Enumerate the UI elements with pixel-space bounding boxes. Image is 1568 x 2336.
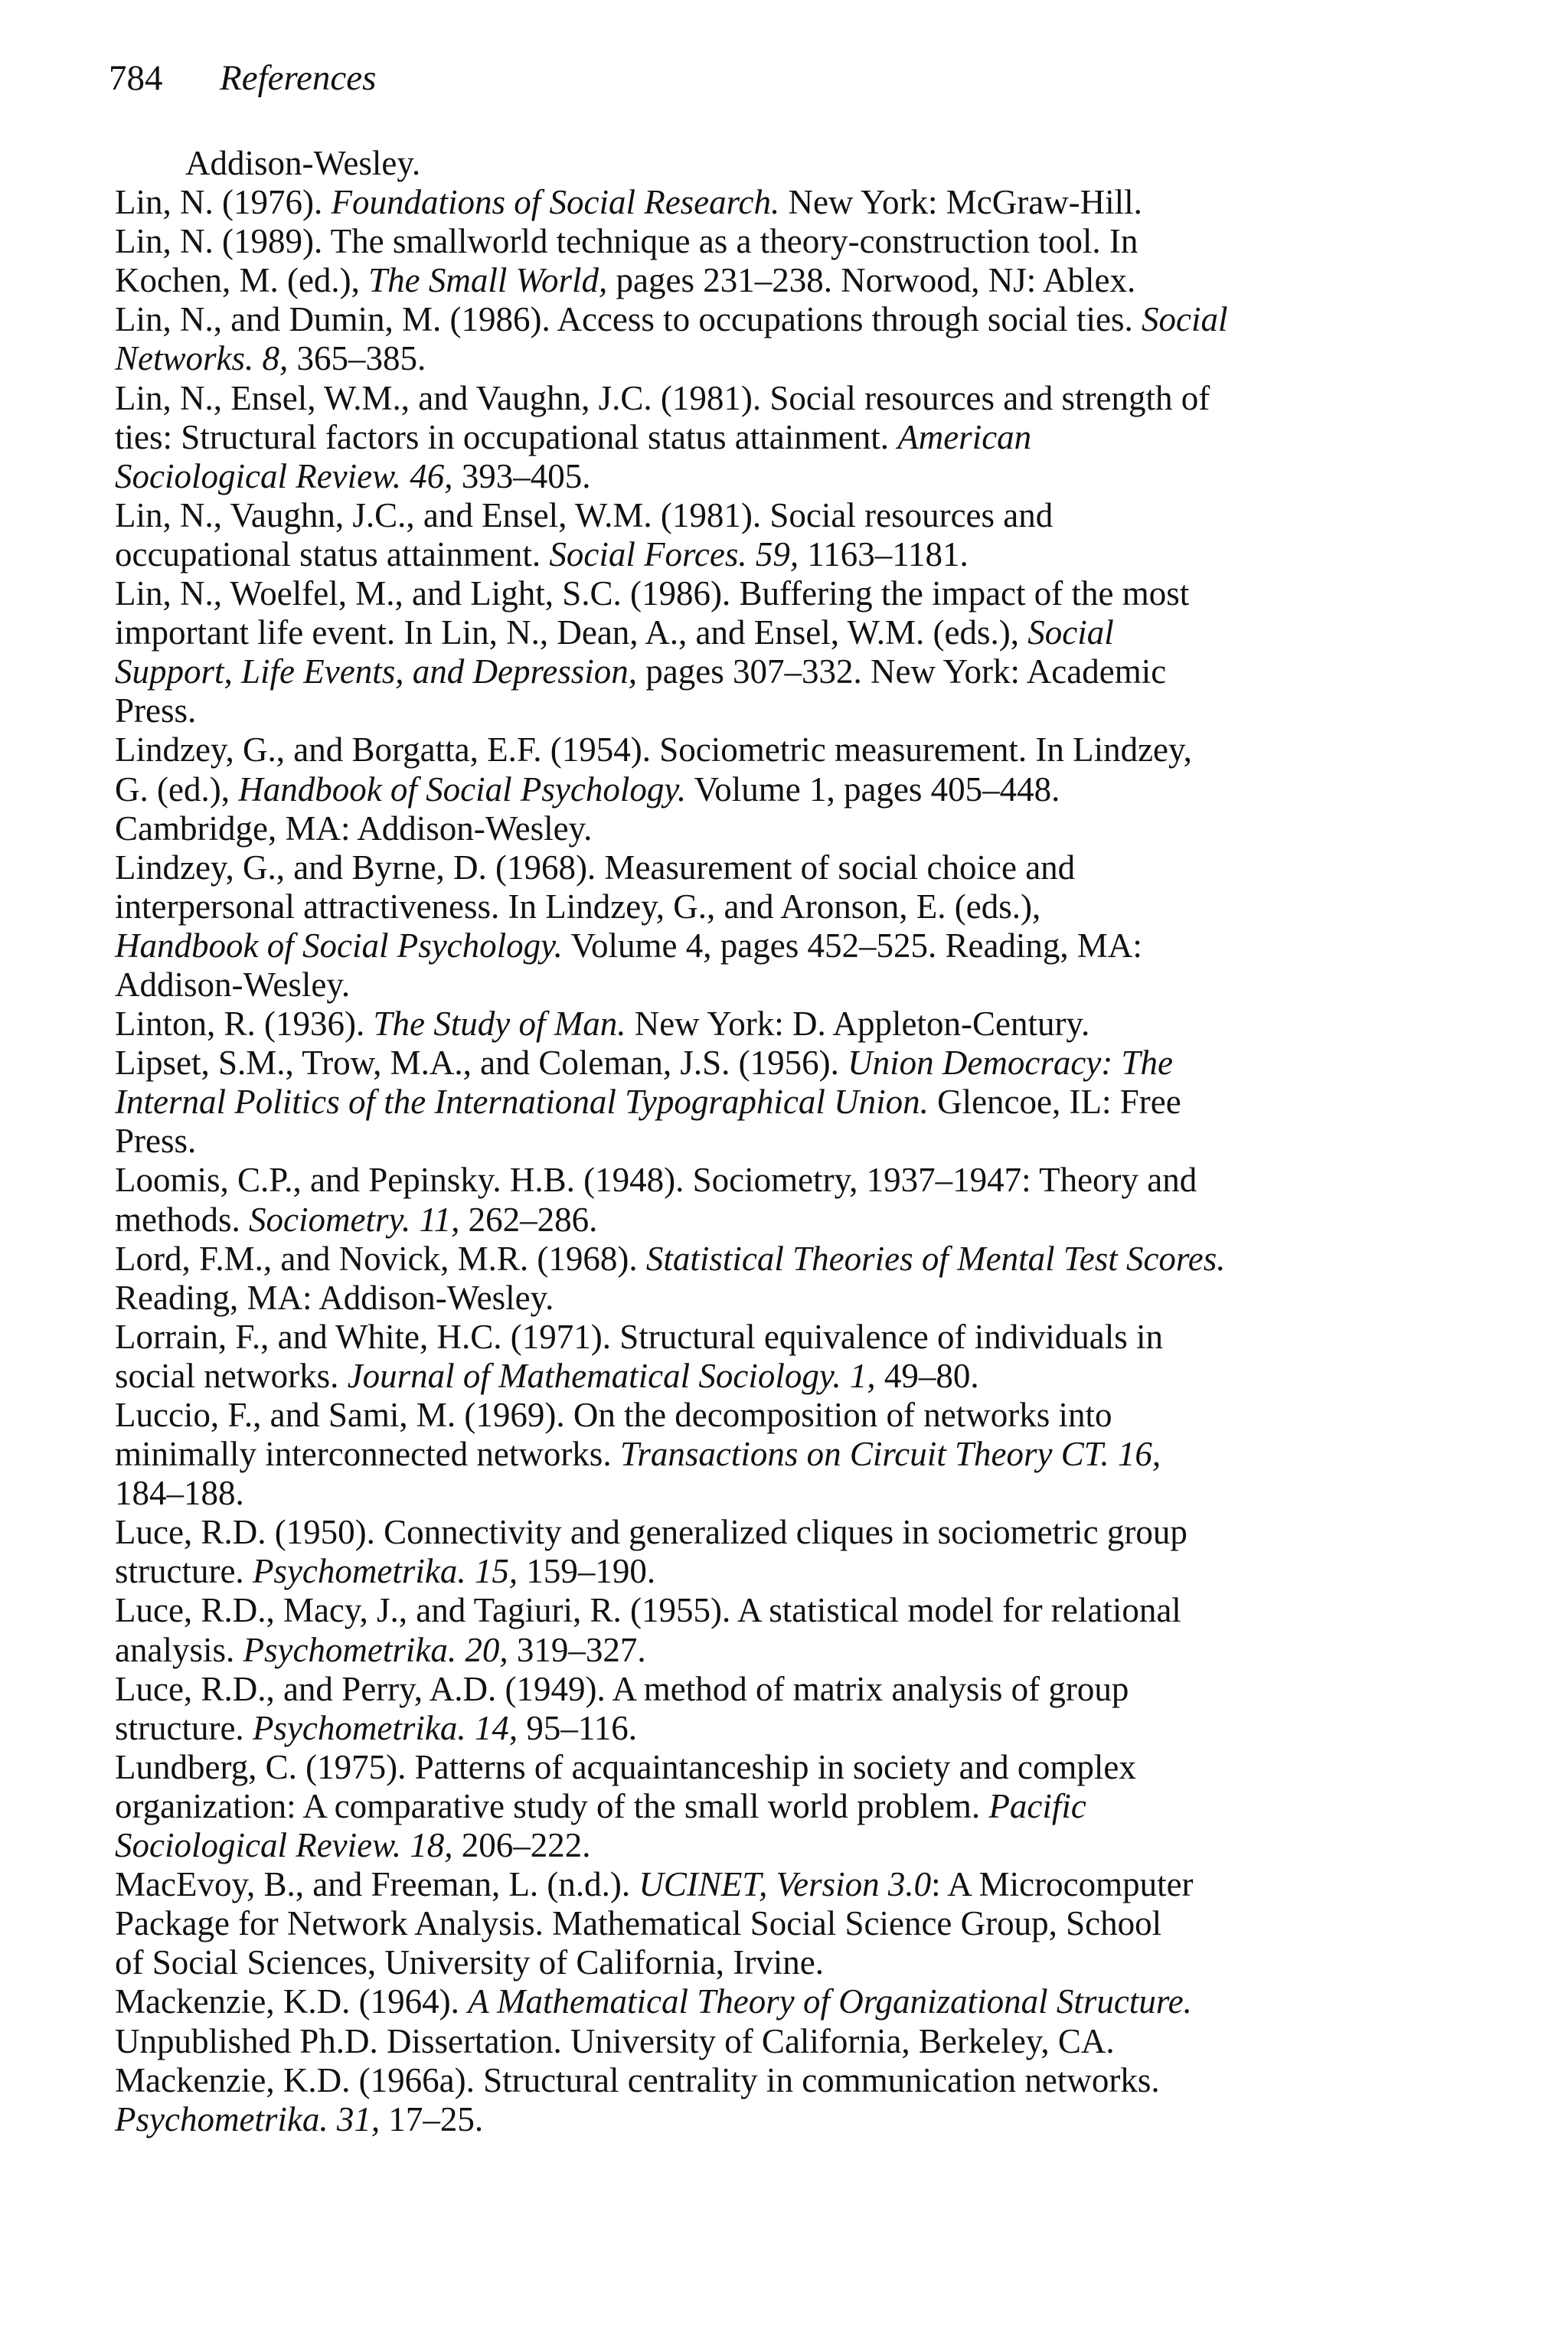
reference-text: occupational status attainment. <box>115 534 550 573</box>
reference-entry <box>115 300 1370 378</box>
reference-text: Volume 4, pages 452–525. Reading, MA: <box>562 926 1142 965</box>
reference-line <box>115 652 1370 691</box>
reference-text: Press. <box>115 691 197 730</box>
reference-italic-text: Union Democracy: The <box>848 1044 1174 1083</box>
reference-entry <box>115 1318 1370 1396</box>
reference-text: Reading, MA: Addison-Wesley. <box>115 1278 554 1317</box>
reference-text: Mackenzie, K.D. (1964). <box>115 1982 469 2021</box>
reference-line <box>115 1317 1370 1357</box>
reference-italic-text: Psychometrika. 31, <box>115 2099 381 2138</box>
reference-entry <box>115 2061 1370 2139</box>
reference-line <box>115 965 1370 1005</box>
reference-text: Unpublished Ph.D. Dissertation. University of California, Berkeley, CA. <box>115 2021 1115 2060</box>
reference-line <box>115 1708 1370 1748</box>
reference-text: 319–327. <box>508 1630 646 1669</box>
reference-entry <box>115 1670 1370 1748</box>
reference-italic-text: Sociological Review. 46, <box>115 456 453 495</box>
reference-line <box>115 183 1370 222</box>
reference-line <box>115 1669 1370 1709</box>
reference-text: : A Microcomputer <box>931 1865 1194 1904</box>
reference-text: 17–25. <box>380 2099 484 2138</box>
reference-italic-text: Statistical Theories of Mental Test Scores. <box>645 1239 1226 1278</box>
reference-line <box>115 1747 1370 1787</box>
reference-text: Luce, R.D., and Perry, A.D. (1949). A method of matrix analysis of group <box>115 1669 1129 1708</box>
reference-italic-text: Sociometry. 11, <box>249 1200 460 1239</box>
reference-line <box>115 691 1370 730</box>
reference-continuation <box>115 144 1370 183</box>
reference-line <box>115 1904 1370 1943</box>
reference-line <box>115 534 1370 574</box>
reference-italic-text: Internal Politics of the International Typographical Union. <box>115 1083 929 1122</box>
reference-line <box>115 2021 1370 2061</box>
reference-text: 262–286. <box>459 1200 598 1239</box>
reference-line <box>115 1591 1370 1630</box>
reference-text: pages 307–332. New York: Academic <box>637 652 1167 691</box>
reference-text: Luce, R.D., Macy, J., and Tagiuri, R. (1955). A statistical model for relational <box>115 1591 1181 1630</box>
reference-line <box>115 926 1370 965</box>
running-head <box>109 55 376 101</box>
reference-line <box>115 1396 1370 1435</box>
reference-text: important life event. In Lin, N., Dean, A., and Ensel, W.M. (eds.), <box>115 613 1028 652</box>
reference-text: Lorrain, F., and White, H.C. (1971). Structural equivalence of individuals in <box>115 1317 1164 1356</box>
reference-text: New York: D. Appleton-Century. <box>626 1005 1090 1044</box>
reference-italic-text: Transactions on Circuit Theory CT. 16, <box>619 1435 1161 1474</box>
reference-text: Package for Network Analysis. Mathematical Social Science Group, School <box>115 1904 1162 1943</box>
reference-line <box>115 809 1370 848</box>
reference-text: Lin, N., and Dumin, M. (1986). Access to occupations through social ties. <box>115 300 1142 339</box>
reference-italic-text: UCINET, Version 3.0 <box>639 1865 932 1904</box>
reference-text: pages 231–238. Norwood, NJ: Ablex. <box>607 261 1136 300</box>
reference-line <box>115 848 1370 887</box>
reference-entry <box>115 1240 1370 1318</box>
reference-line <box>115 887 1370 926</box>
reference-line <box>115 1356 1370 1396</box>
reference-text: Lindzey, G., and Borgatta, E.F. (1954). Sociometric measurement. In Lindzey, <box>115 730 1192 769</box>
reference-text: 159–190. <box>518 1552 656 1591</box>
reference-text: 184–188. <box>115 1474 244 1513</box>
reference-entry <box>115 496 1370 574</box>
reference-text: Lipset, S.M., Trow, M.A., and Coleman, J.S. (1956). <box>115 1044 848 1083</box>
reference-text: structure. <box>115 1552 253 1591</box>
reference-text: social networks. <box>115 1356 348 1395</box>
reference-italic-text: Support, Life Events, and Depression, <box>115 652 638 691</box>
reference-text: 49–80. <box>875 1356 979 1395</box>
reference-line <box>115 1005 1370 1044</box>
reference-entry <box>115 1591 1370 1669</box>
reference-text: Lin, N., Vaughn, J.C., and Ensel, W.M. (1981). Social resources and <box>115 495 1054 534</box>
reference-line <box>115 613 1370 652</box>
reference-text: Lin, N., Woelfel, M., and Light, S.C. (1986). Buffering the impact of the most <box>115 574 1190 613</box>
reference-line <box>115 495 1370 535</box>
reference-entry <box>115 222 1370 300</box>
reference-line <box>115 1083 1370 1122</box>
reference-line <box>115 2099 1370 2139</box>
reference-entry <box>115 1005 1370 1044</box>
reference-italic-text: The Small World, <box>368 261 608 300</box>
reference-italic-text: Networks. 8, <box>115 339 289 378</box>
reference-list <box>115 144 1370 2139</box>
reference-text: ties: Structural factors in occupational status attainment. <box>115 417 898 456</box>
reference-text: Kochen, M. (ed.), <box>115 261 369 300</box>
page-number: 784 <box>109 58 163 98</box>
reference-entry <box>115 1044 1370 1161</box>
reference-line <box>115 730 1370 769</box>
reference-line <box>115 300 1370 339</box>
reference-text: Luce, R.D. (1950). Connectivity and generalized cliques in sociometric group <box>115 1513 1187 1552</box>
reference-line <box>185 144 1370 183</box>
section-title: References <box>220 58 377 98</box>
reference-line <box>115 1200 1370 1240</box>
reference-entry <box>115 1748 1370 1865</box>
reference-line <box>115 378 1370 418</box>
reference-line <box>115 769 1370 809</box>
reference-line <box>115 1982 1370 2021</box>
reference-text: Lord, F.M., and Novick, M.R. (1968). <box>115 1239 646 1278</box>
reference-text: organization: A comparative study of the small world problem. <box>115 1786 989 1825</box>
reference-text: of Social Sciences, University of California, Irvine. <box>115 1943 824 1982</box>
reference-line <box>115 1474 1370 1513</box>
reference-text: Lin, N. (1976). <box>115 183 332 222</box>
reference-text: Volume 1, pages 405–448. <box>686 769 1060 809</box>
reference-italic-text: Psychometrika. 20, <box>243 1630 508 1669</box>
reference-italic-text: Handbook of Social Psychology. <box>115 926 563 965</box>
reference-text: Lundberg, C. (1975). Patterns of acquaintanceship in society and complex <box>115 1747 1136 1786</box>
reference-entry <box>115 1396 1370 1513</box>
reference-entry <box>115 574 1370 730</box>
reference-italic-text: American <box>897 417 1032 456</box>
reference-italic-text: Social <box>1027 613 1114 652</box>
reference-line <box>115 222 1370 261</box>
reference-italic-text: Handbook of Social Psychology. <box>238 769 687 809</box>
reference-italic-text: Social <box>1142 300 1228 339</box>
reference-text: Lindzey, G., and Byrne, D. (1968). Measurement of social choice and <box>115 848 1076 887</box>
reference-text: Loomis, C.P., and Pepinsky. H.B. (1948). Sociometry, 1937–1947: Theory and <box>115 1161 1197 1200</box>
reference-text: Glencoe, IL: Free <box>928 1083 1181 1122</box>
reference-line <box>115 1552 1370 1591</box>
reference-entry <box>115 730 1370 848</box>
reference-line <box>115 1044 1370 1083</box>
reference-entry <box>115 1982 1370 2060</box>
reference-text: 1163–1181. <box>799 534 969 573</box>
reference-text: interpersonal attractiveness. In Lindzey, G., and Aronson, E. (eds.), <box>115 887 1041 926</box>
reference-line <box>115 1943 1370 1982</box>
reference-line <box>115 456 1370 496</box>
reference-text: minimally interconnected networks. <box>115 1435 620 1474</box>
reference-text: MacEvoy, B., and Freeman, L. (n.d.). <box>115 1865 639 1904</box>
reference-italic-text: Psychometrika. 14, <box>252 1708 518 1747</box>
reference-italic-text: Journal of Mathematical Sociology. 1, <box>347 1356 876 1395</box>
reference-entry <box>115 183 1370 222</box>
reference-text: 365–385. <box>288 339 426 378</box>
reference-italic-text: The Study of Man. <box>373 1005 626 1044</box>
reference-text: analysis. <box>115 1630 243 1669</box>
reference-text: Lin, N., Ensel, W.M., and Vaughn, J.C. (1981). Social resources and strength of <box>115 378 1210 417</box>
reference-text: Addison-Wesley. <box>185 144 421 182</box>
reference-line <box>115 1122 1370 1161</box>
reference-line <box>115 1513 1370 1552</box>
reference-line <box>115 1630 1370 1670</box>
reference-line <box>115 339 1370 378</box>
reference-text: Lin, N. (1989). The smallworld technique as a theory-construction tool. In <box>115 222 1138 261</box>
reference-line <box>115 1826 1370 1865</box>
reference-line <box>115 1865 1370 1904</box>
reference-text: structure. <box>115 1708 253 1747</box>
reference-entry <box>115 1161 1370 1239</box>
reference-text: G. (ed.), <box>115 769 239 809</box>
reference-entry <box>115 379 1370 496</box>
reference-text: 206–222. <box>452 1826 591 1865</box>
reference-text: Mackenzie, K.D. (1966a). Structural centrality in communication networks. <box>115 2060 1160 2099</box>
reference-line <box>115 1435 1370 1474</box>
reference-text: methods. <box>115 1200 249 1239</box>
reference-line <box>115 417 1370 457</box>
reference-text: 95–116. <box>518 1708 637 1747</box>
reference-italic-text: A Mathematical Theory of Organizational Structure. <box>468 1982 1192 2021</box>
reference-text: Luccio, F., and Sami, M. (1969). On the decomposition of networks into <box>115 1396 1112 1434</box>
reference-line <box>115 574 1370 613</box>
reference-line <box>115 1278 1370 1318</box>
reference-italic-text: Sociological Review. 18, <box>115 1826 453 1865</box>
reference-line <box>115 261 1370 300</box>
reference-entry <box>115 848 1370 1005</box>
reference-text: Cambridge, MA: Addison-Wesley. <box>115 809 593 848</box>
reference-entry <box>115 1865 1370 1982</box>
reference-text: 393–405. <box>452 456 591 495</box>
reference-line <box>115 1161 1370 1200</box>
reference-text: Press. <box>115 1122 197 1161</box>
reference-italic-text: Pacific <box>988 1786 1086 1825</box>
reference-italic-text: Foundations of Social Research. <box>331 183 780 222</box>
reference-line <box>115 2060 1370 2100</box>
reference-text: New York: McGraw-Hill. <box>779 183 1142 222</box>
reference-text: Addison-Wesley. <box>115 965 351 1004</box>
reference-line <box>115 1239 1370 1279</box>
reference-entry <box>115 1513 1370 1591</box>
reference-text: Linton, R. (1936). <box>115 1005 374 1044</box>
reference-italic-text: Psychometrika. 15, <box>252 1552 518 1591</box>
reference-italic-text: Social Forces. 59, <box>549 534 799 573</box>
reference-line <box>115 1786 1370 1826</box>
